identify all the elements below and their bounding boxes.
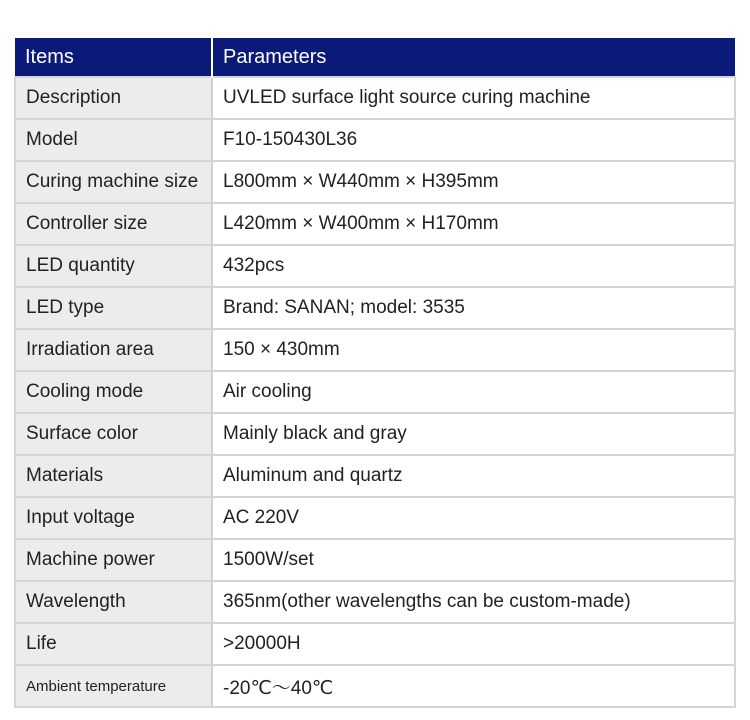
item-cell: Irradiation area	[15, 329, 212, 371]
value-cell: Mainly black and gray	[212, 413, 735, 455]
value-cell: -20℃～40℃	[212, 665, 735, 707]
table-row	[15, 581, 735, 623]
value-cell: F10-150430L36	[212, 119, 735, 161]
spec-table	[14, 38, 736, 708]
item-cell: Input voltage	[15, 497, 212, 539]
item-cell: Ambient temperature	[15, 665, 212, 707]
table-row	[15, 623, 735, 665]
item-cell: Materials	[15, 455, 212, 497]
item-cell: Cooling mode	[15, 371, 212, 413]
table-header-row	[15, 38, 735, 77]
value-cell: L420mm × W400mm × H170mm	[212, 203, 735, 245]
item-cell: LED type	[15, 287, 212, 329]
table-row	[15, 413, 735, 455]
table-row	[15, 287, 735, 329]
value-cell: Aluminum and quartz	[212, 455, 735, 497]
value-cell: 432pcs	[212, 245, 735, 287]
value-cell: UVLED surface light source curing machine	[212, 77, 735, 119]
item-cell: Life	[15, 623, 212, 665]
table-row	[15, 77, 735, 119]
value-cell: Brand: SANAN; model: 3535	[212, 287, 735, 329]
item-cell: Surface color	[15, 413, 212, 455]
item-cell: Wavelength	[15, 581, 212, 623]
value-cell: 1500W/set	[212, 539, 735, 581]
item-cell: Machine power	[15, 539, 212, 581]
table-row	[15, 497, 735, 539]
value-cell: 365nm(other wavelengths can be custom-made)	[212, 581, 735, 623]
table-row	[15, 539, 735, 581]
table-row	[15, 203, 735, 245]
value-cell: >20000H	[212, 623, 735, 665]
table-row	[15, 161, 735, 203]
item-cell: Curing machine size	[15, 161, 212, 203]
header-parameters: Parameters	[212, 38, 735, 77]
table-row	[15, 455, 735, 497]
value-cell: Air cooling	[212, 371, 735, 413]
item-cell: Description	[15, 77, 212, 119]
table-row	[15, 119, 735, 161]
item-cell: LED quantity	[15, 245, 212, 287]
item-cell: Controller size	[15, 203, 212, 245]
value-cell: L800mm × W440mm × H395mm	[212, 161, 735, 203]
value-cell: AC 220V	[212, 497, 735, 539]
table-row	[15, 245, 735, 287]
item-cell: Model	[15, 119, 212, 161]
table-row	[15, 371, 735, 413]
value-cell: 150 × 430mm	[212, 329, 735, 371]
table-row	[15, 665, 735, 707]
table-row	[15, 329, 735, 371]
header-items: Items	[15, 38, 212, 77]
